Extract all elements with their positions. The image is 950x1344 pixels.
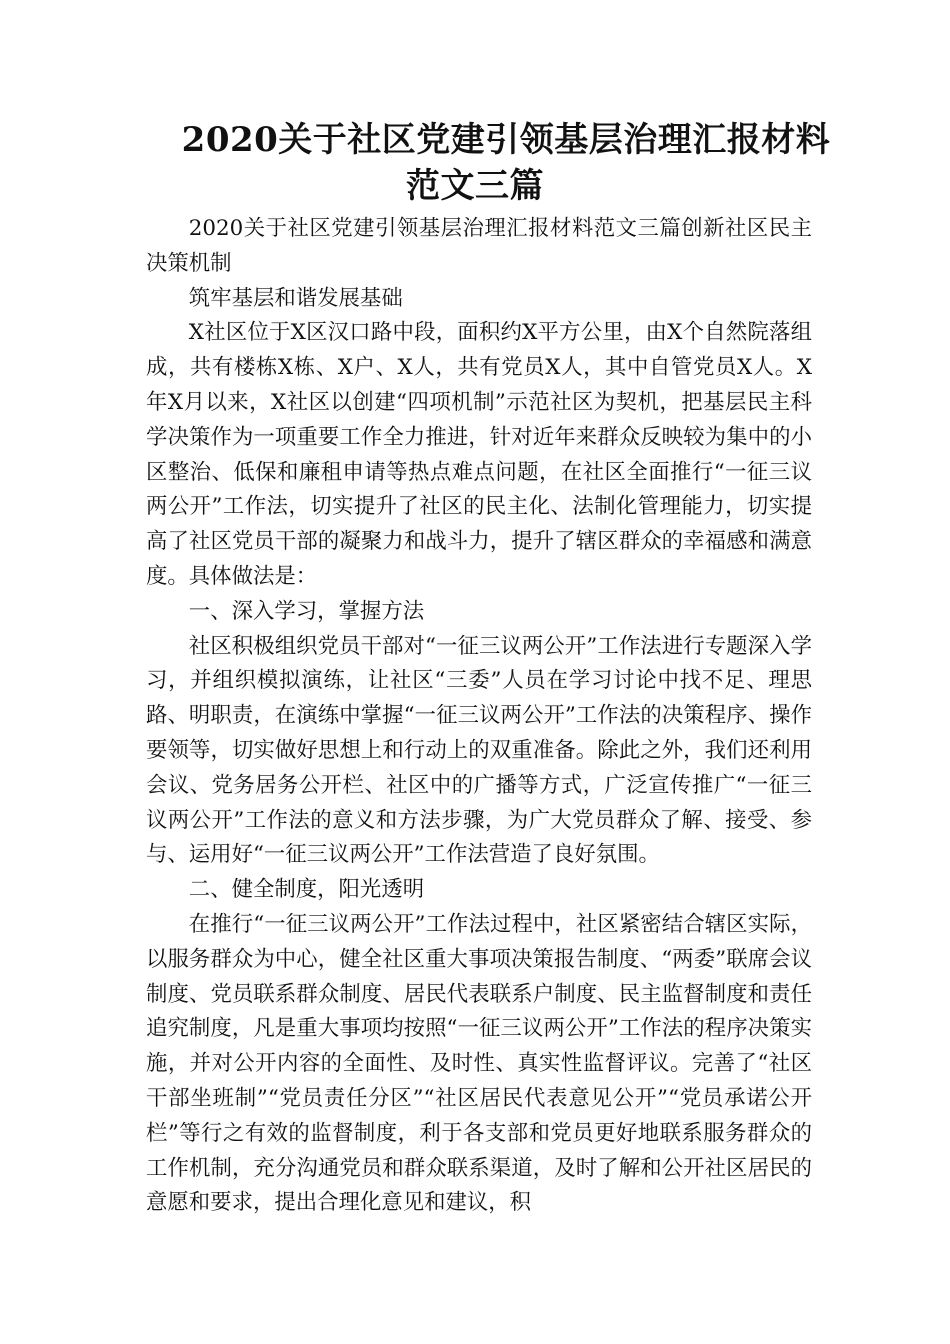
document-title-line-1: 2020关于社区党建引领基层治理汇报材料 — [181, 120, 831, 160]
document-body — [146, 212, 812, 1221]
document-title-line-2: 范文三篇 — [406, 166, 544, 206]
section-heading-2: 二、健全制度，阳光透明 — [188, 877, 425, 903]
paragraph-subtitle: 筑牢基层和谐发展基础 — [188, 285, 403, 311]
paragraph-community-overview: X社区位于X区汉口路中段，面积约X平方公里，由X个自然院落组成，共有楼栋X栋、X户、X人，共有党员X人，其中自管党员X人。X年X月以来，X社区以创建“四项机制”示范社区为契机，把基层民主科学决策作为一项重要工作全力推进，针对近年来群众反映较为集中的小区整治、低保和廉租申请等热点难点问题，在社区全面推行“一征三议两公开”工作法，切实提升了社区的民主化、法制化管理能力，切实提高了社区党员干部的凝聚力和战斗力，提升了辖区群众的幸福感和满意度。具体做法是： — [146, 320, 812, 589]
paragraph-section-2: 在推行“一征三议两公开”工作法过程中，社区紧密结合辖区实际，以服务群众为中心，健全社区重大事项决策报告制度、“两委”联席会议制度、党员联系群众制度、居民代表联系户制度、民主监督制度和责任追究制度，凡是重大事项均按照“一征三议两公开”工作法的程序决策实施，并对公开内容的全面性、及时性、真实性监督评议。完善了“社区干部坐班制”“党员责任分区”“社区居民代表意见公开”“党员承诺公开栏”等行之有效的监督制度，利于各支部和党员更好地联系服务群众的工作机制，充分沟通党员和群众联系渠道，及时了解和公开社区居民的意愿和要求，提出合理化意见和建议，积 — [146, 911, 812, 1216]
paragraph-intro: 2020关于社区党建引领基层治理汇报材料范文三篇创新社区民主决策机制 — [146, 216, 812, 276]
paragraph-section-1: 社区积极组织党员干部对“一征三议两公开”工作法进行专题深入学习，并组织模拟演练，让社区“三委”人员在学习讨论中找不足、理思路、明职责，在演练中掌握“一征三议两公开”工作法的决策程序、操作要领等，切实做好思想上和行动上的双重准备。除此之外，我们还利用会议、党务居务公开栏、社区中的广播等方式，广泛宣传推广“一征三议两公开”工作法的意义和方法步骤，为广大党员群众了解、接受、参与、运用好“一征三议两公开”工作法营造了良好氛围。 — [146, 633, 812, 868]
section-heading-1: 一、深入学习，掌握方法 — [188, 598, 425, 624]
